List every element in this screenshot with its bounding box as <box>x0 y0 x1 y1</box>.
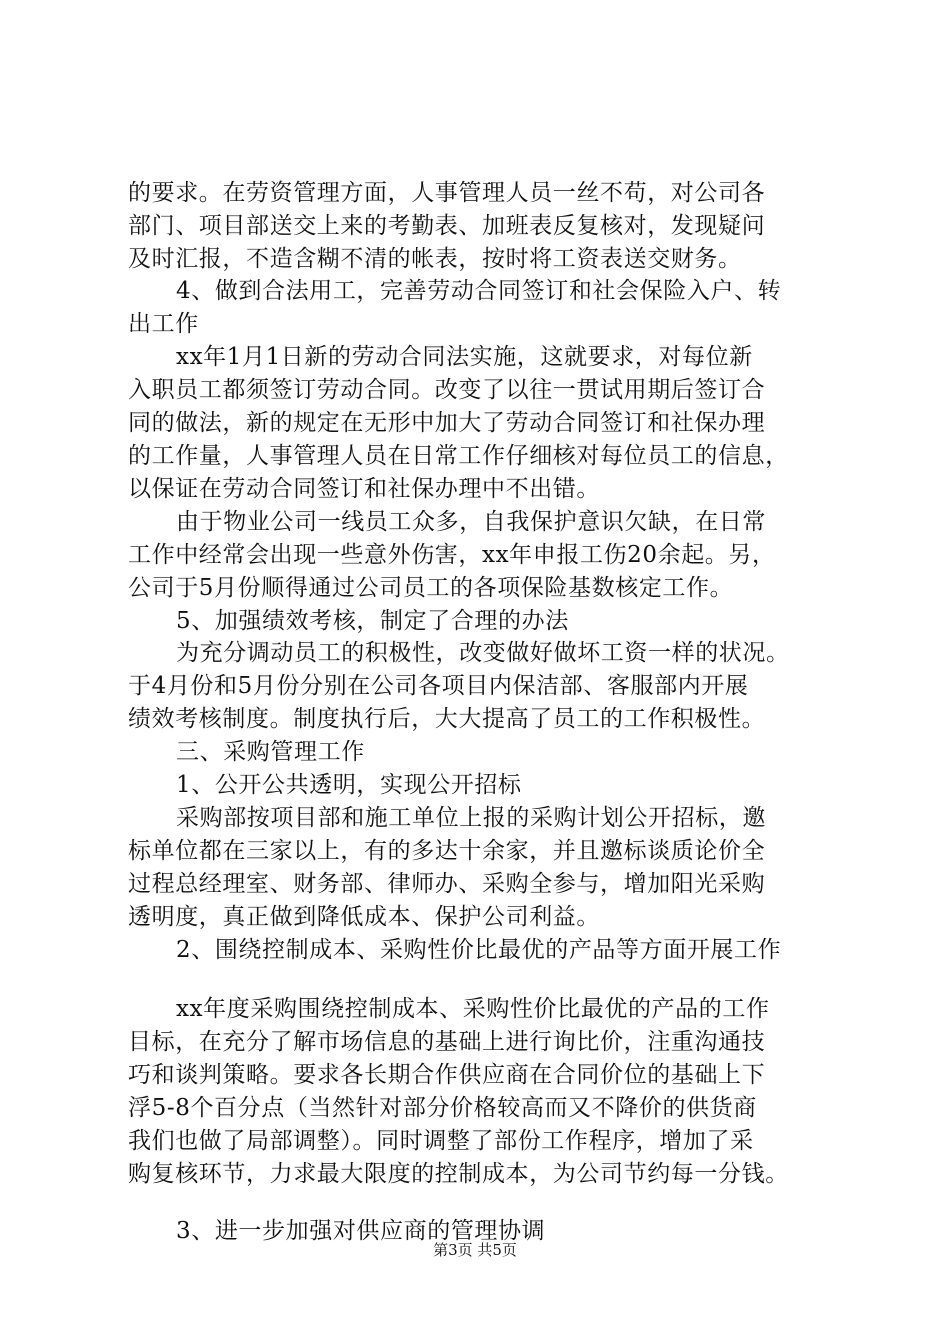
text-line: 4、做到合法用工，完善劳动合同签订和社会保险入户、转 <box>176 278 782 304</box>
text-line: 为充分调动员工的积极性，改变做好做坏工资一样的状况。 <box>176 640 790 666</box>
text-line: 3、进一步加强对供应商的管理协调 <box>176 1218 546 1244</box>
page-footer: 第3页 共5页 <box>433 1241 517 1259</box>
text-line: xx年度采购围绕控制成本、采购性价比最优的产品的工作 <box>176 996 770 1022</box>
text-line: 以保证在劳动合同签订和社保办理中不出错。 <box>128 476 600 502</box>
text-line: xx年1月1日新的劳动合同法实施，这就要求，对每位新 <box>176 344 753 370</box>
text-line: 浮5-8个百分点（当然针对部分价格较高而又不降价的供货商 <box>128 1095 757 1121</box>
text-line: 2、围绕控制成本、采购性价比最优的产品等方面开展工作 <box>176 937 782 963</box>
text-line: 1、公开公共透明，实现公开招标 <box>176 772 522 798</box>
text-line: 的工作量，人事管理人员在日常工作仔细核对每位员工的信息， <box>128 443 789 469</box>
text-line: 绩效考核制度。制度执行后，大大提高了员工的工作积极性。 <box>128 706 766 732</box>
text-line: 标单位都在三家以上，有的多达十余家，并且邀标谈质论价全 <box>128 838 766 864</box>
text-line: 工作中经常会出现一些意外伤害，xx年申报工伤20余起。另， <box>128 542 776 568</box>
text-line: 目标，在充分了解市场信息的基础上进行询比价，注重沟通技 <box>128 1029 766 1055</box>
text-line: 我们也做了局部调整）。同时调整了部份工作程序，增加了采 <box>128 1128 754 1154</box>
text-line: 购复核环节，力求最大限度的控制成本，为公司节约每一分钱。 <box>128 1161 789 1187</box>
text-line: 透明度，真正做到降低成本、保护公司利益。 <box>128 904 600 930</box>
text-line: 入职员工都须签订劳动合同。改变了以往一贯试用期后签订合 <box>128 377 766 403</box>
text-line: 同的做法，新的规定在无形中加大了劳动合同签订和社保办理 <box>128 410 766 436</box>
text-line: 的要求。在劳资管理方面，人事管理人员一丝不苟，对公司各 <box>128 180 766 206</box>
text-line: 出工作 <box>128 311 199 337</box>
text-line: 5、加强绩效考核，制定了合理的办法 <box>176 608 569 634</box>
text-line: 于4月份和5月份分别在公司各项目内保洁部、客服部内开展 <box>128 673 749 699</box>
text-line: 巧和谈判策略。要求各长期合作供应商在合同价位的基础上下 <box>128 1062 766 1088</box>
text-line: 公司于5月份顺得通过公司员工的各项保险基数核定工作。 <box>128 575 734 601</box>
text-line: 过程总经理室、财务部、律师办、采购全参与，增加阳光采购 <box>128 871 766 897</box>
text-line: 及时汇报，不造含糊不清的帐表，按时将工资表送交财务。 <box>128 246 742 272</box>
section-heading: 三、采购管理工作 <box>176 739 365 765</box>
text-line: 由于物业公司一线员工众多，自我保护意识欠缺，在日常 <box>176 509 766 535</box>
text-line: 采购部按项目部和施工单位上报的采购计划公开招标，邀 <box>176 805 766 831</box>
text-line: 部门、项目部送交上来的考勤表、加班表反复核对，发现疑问 <box>128 213 766 239</box>
